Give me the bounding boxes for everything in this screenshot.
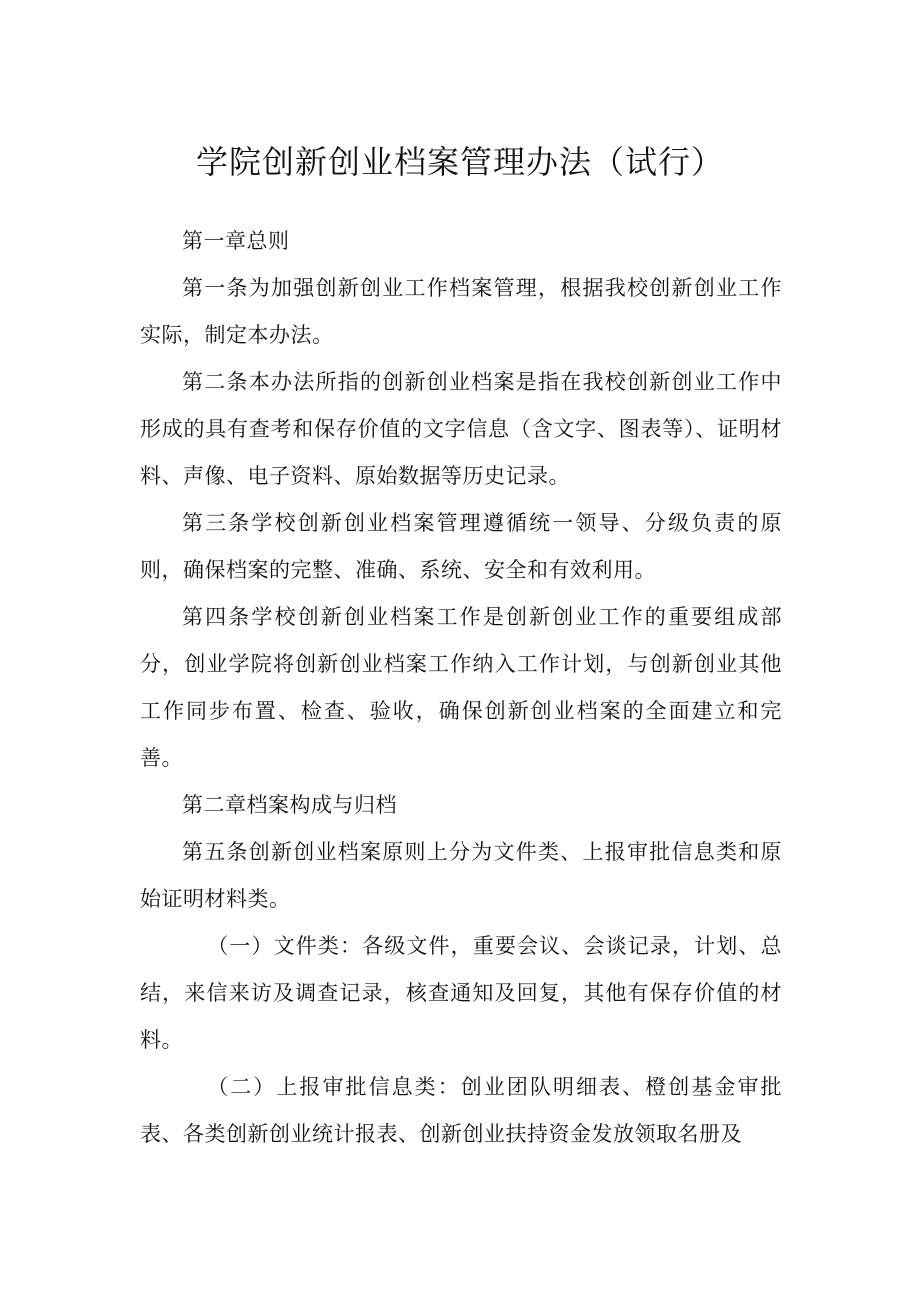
chapter-heading-2: 第二章档案构成与归档 <box>182 793 397 817</box>
chapter-heading-1: 第一章总则 <box>182 229 290 253</box>
article-2: 第二条本办法所指的创新创业档案是指在我校创新创业工作中形成的具有查考和保存价值的文字信息（含文字、图表等）、证明材料、声像、电子资料、原始数据等历史记录。 <box>140 370 782 488</box>
document-title: 学院创新创业档案管理办法（试行） <box>195 143 724 181</box>
article-5: 第五条创新创业档案原则上分为文件类、上报审批信息类和原始证明材料类。 <box>140 840 782 911</box>
article-1: 第一条为加强创新创业工作档案管理，根据我校创新创业工作实际，制定本办法。 <box>140 276 782 347</box>
document-body <box>140 218 782 1158</box>
list-item-2: （二）上报审批信息类：创业团队明细表、橙创基金审批表、各类创新创业统计报表、创新创业扶持资金发放领取名册及 <box>140 1075 782 1146</box>
article-3: 第三条学校创新创业档案管理遵循统一领导、分级负责的原则，确保档案的完整、准确、系统、安全和有效利用。 <box>140 511 782 582</box>
list-item-1: （一）文件类：各级文件，重要会议、会谈记录，计划、总结，来信来访及调查记录，核查通知及回复，其他有保存价值的材料。 <box>140 934 782 1052</box>
article-4: 第四条学校创新创业档案工作是创新创业工作的重要组成部分，创业学院将创新创业档案工作纳入工作计划，与创新创业其他工作同步布置、检查、验收，确保创新创业档案的全面建立和完善。 <box>140 605 782 770</box>
